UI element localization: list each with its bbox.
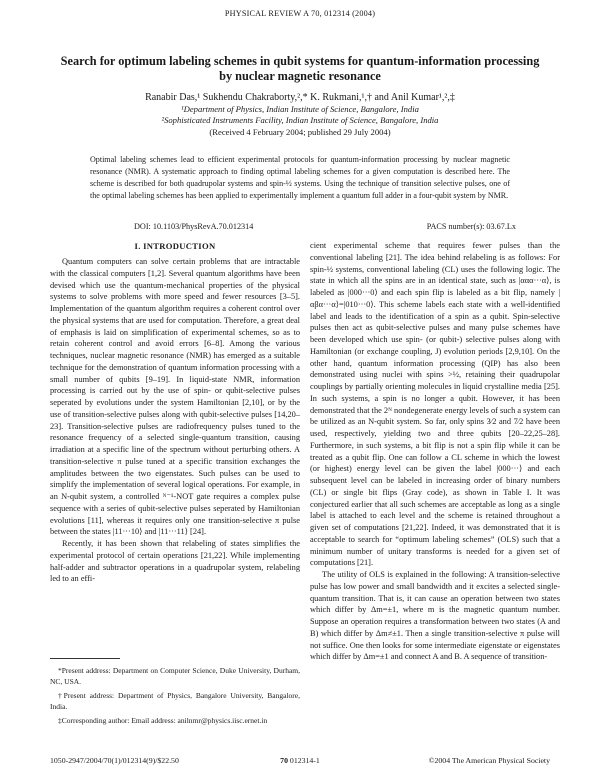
footnote-rule (50, 658, 120, 659)
footer-copyright: ©2004 The American Physical Society (428, 756, 550, 765)
right-paragraph-2: The utility of OLS is explained in the following: A transition-selective pulse has low power and small bandwidth and it excites a selected single-quantum transition. That is, it can cause an operation between two states which differ by Δm=±1, where m is the magnetic quantum number. Suppose an operation requires a transformation between two states (A and B) which differ by Δm≠±1. Then a single transition-selective π pulse will not suffice. One then looks for some intermediate eigenstate or eigenstates which differ by Δm=±1 and connect A and B. A sequence of transition- (310, 570, 560, 662)
right-column (310, 240, 560, 663)
received-dates: (Received 4 February 2004; published 29 July 2004) (209, 127, 391, 137)
footnote-3: ‡Corresponding author: Email address: anilnmr@physics.iisc.ernet.in (58, 716, 268, 725)
title-line-2: by nuclear magnetic resonance (219, 69, 381, 83)
footer-page-number (250, 756, 350, 765)
paper-title (40, 54, 560, 84)
left-paragraph-2: Recently, it has been shown that relabeling of states simplifies the experimental protocol of certain operations [21,22]. While implementing half-adder and subtractor operations in a quadrupolar system, relabeling led to an effi- (50, 539, 300, 584)
footnotes (50, 665, 300, 729)
author-list: Ranabir Das,¹ Sukhendu Chakraborty,²,* K. Rukmani,¹,† and Anil Kumar¹,²,‡ (145, 92, 455, 103)
pacs-numbers: PACS number(s): 03.67.Lx (426, 222, 516, 231)
affiliation-2: ²Sophisticated Instruments Facility, Indian Institute of Science, Bangalore, India (161, 115, 439, 125)
abstract: Optimal labeling schemes lead to efficient experimental protocols for quantum-information processing by nuclear magnetic resonance (NMR). A systematic approach to finding optimal labeling schemes for a given computation is described here. The scheme is described for both quadrupolar systems and spin-½ systems. Using the technique of transition selective pulses, one of the optimal labeling schemes has been applied to experimentally implement a quantum full adder in a four-qubit system by NMR. (90, 155, 510, 200)
running-head: PHYSICAL REVIEW A 70, 012314 (2004) (224, 9, 376, 18)
right-paragraph-1: cient experimental scheme that requires fewer pulses than the conventional labeling [21]. The idea behind relabeling is as follows: For spin-½ systems, conventional labeling (CL) uses the following logic. The state in which all the spins are in an identical state, such as |ααα···α⟩, is labeled as |000···0⟩ and each spin flip is labeled as a bit flip, namely |αβα···α⟩=|010···0⟩. This scheme labels each state with a well-identified label and leads to the identification of a spin as a qubit. Spin-selective pulses then act as qubit-selective pulses and many pulse schemes have been developed which use spin- (or qubit-) selective pulses along with Hamiltonian (or exchange coupling, J) evolution periods [2,9,10]. On the other hand, quantum information processing (QIP) has also been demonstrated using nuclei with spins >½, retaining their quadrupolar couplings by partially orienting molecules in liquid crystalline media [25]. In such systems, a spin is no longer a qubit. However, it has been demonstrated that the 2ᴺ nondegenerate energy levels of such a system can be utilized as an N-qubit system. So far, only spins 3⁄2 and 7⁄2 have been used, respectively, yielding two and three qubits [20–22,25–28]. Furthermore, in such systems, a bit flip is not a spin flip while it can be treated as a qubit flip. One can follow a CL scheme in which the lowest (or highest) energy level can be given the label |000···⟩ and each subsequent level can be labeled in increasing order of binary numbers (CL) or single bit flips (Gray code), as shown in Table I. It was conjectured earlier that all such schemes are acceptable as long as a single label is attached to each level and the scheme is retained throughout a given set of computations [21,22]. Indeed, it was demonstrated that it is acceptable to search for “optimum labeling schemes” (OLS) such that a minimum number of unitary transforms is needed for a given set of computations [21]. (310, 241, 560, 568)
left-column (50, 256, 300, 585)
footnote-2: †Present address: Department of Physics, Bangalore University, Bangalore, India. (50, 691, 300, 711)
doi: DOI: 10.1103/PhysRevA.70.012314 (134, 222, 254, 231)
section-heading: I. INTRODUCTION (134, 241, 216, 251)
left-paragraph-1: Quantum computers can solve certain problems that are intractable with the classical computers [1,2]. Several quantum algorithms have been devised which use the quantum-mechanical properties of the physical systems to solve problems with more speed and fewer resources [3–5]. Implementation of the quantum algorithm requires a coherent control over the physical systems that are used for computation. Therefore, a great deal of emphasis is laid on simplification of experimental schemes, so as to retain coherent control and avoid errors [6–8]. Among the various techniques, nuclear magnetic resonance (NMR) has emerged as a suitable technique for the demonstration of quantum information processing with a small number of qubits [9–19]. In liquid-state NMR, information processing is carried out by the use of spin- or qubit-selective pulses seperated by evolutions under the system Hamiltonian [2,10], or by the use of transition-selective pulses along with qubit-selective pulses [14,20–23]. Transition-selective pulses are radiofrequency pulses tuned to the resonance frequency of a selected single-quantum transition, causing irradiation at a specific line of the spectrum without perturbing others. A transition-selective π pulse tuned at a specific transition exchanges the amplitudes between the two eigenstates. Such pulses can be used to simplify the implementation of several logical operations. For example, in an N-qubit system, a controlled ᴺ⁻¹-NOT gate requires a complex pulse sequence with a series of qubit-selective pulses seperated by Hamiltonian evolutions [11], whereas it requires only one transition-selective π pulse between the states |11···10⟩ and |11···11⟩ [24]. (50, 257, 300, 537)
title-line-1: Search for optimum labeling schemes in qubit systems for quantum-information processing (60, 54, 540, 68)
footnote-1: *Present address: Department on Computer Science, Duke University, Durham, NC, USA. (50, 666, 300, 686)
footer-issn: 1050-2947/2004/70(1)/012314(9)/$22.50 (50, 756, 179, 765)
footer-page: 012314-1 (287, 756, 320, 765)
footer-volume: 70 (280, 756, 288, 765)
affiliation-1: ¹Department of Physics, Indian Institute of Science, Bangalore, India (181, 104, 419, 114)
